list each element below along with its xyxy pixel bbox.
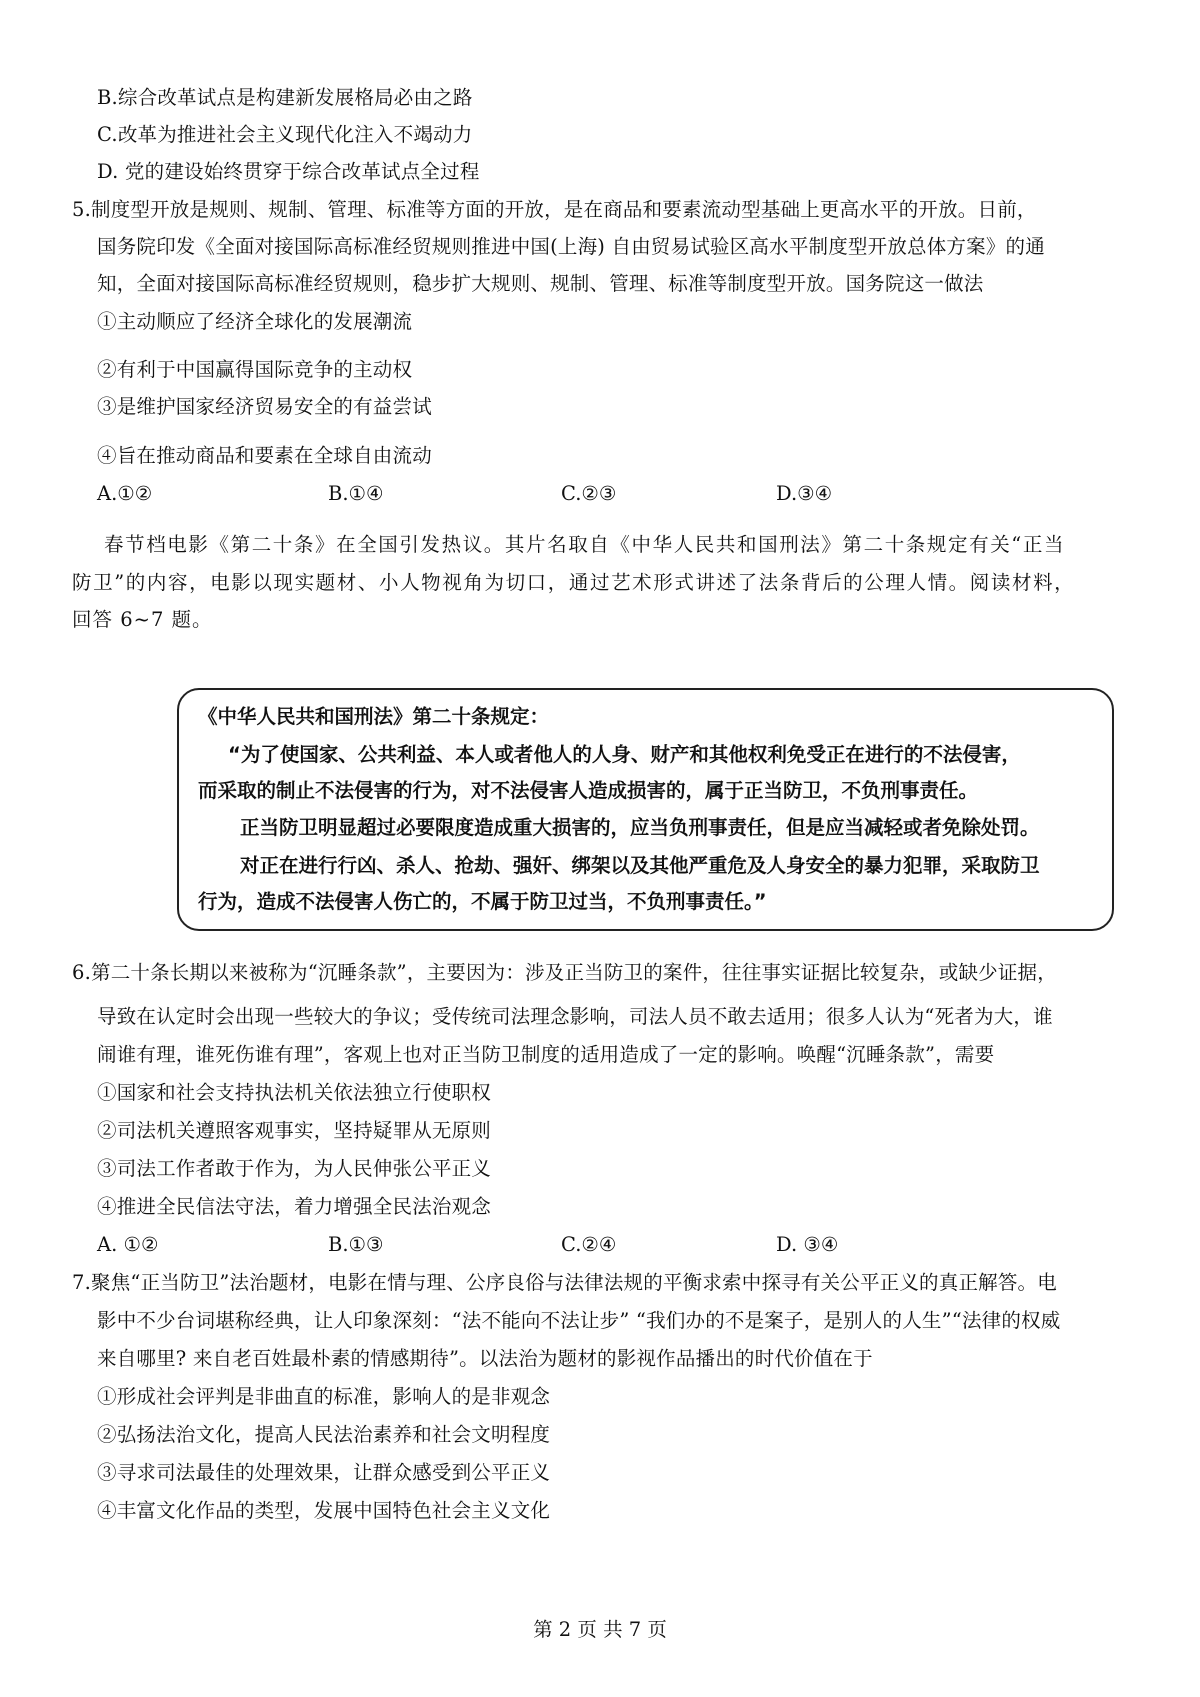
q5-choice-b[interactable]: B.①④: [328, 482, 384, 505]
q5-choice-a[interactable]: A.①②: [97, 482, 153, 505]
q6-choice-b[interactable]: B.①③: [328, 1233, 384, 1256]
material-line: 回答 6~7 题。: [72, 608, 213, 631]
q5-item-1: ①主动顺应了经济全球化的发展潮流: [97, 310, 413, 333]
q5-item-4: ④旨在推动商品和要素在全球自由流动: [97, 444, 432, 467]
q7-item-3: ③寻求司法最佳的处理效果，让群众感受到公平正义: [97, 1461, 551, 1484]
q6-choice-d[interactable]: D. ③④: [776, 1233, 839, 1256]
q7-item-2: ②弘扬法治文化，提高人民法治素养和社会文明程度: [97, 1423, 551, 1446]
q5-item-3: ③是维护国家经济贸易安全的有益尝试: [97, 395, 432, 418]
law-box-line: 而采取的制止不法侵害的行为，对不法侵害人造成损害的，属于正当防卫，不负刑事责任。: [198, 779, 979, 802]
q6-stem-line: 6.第二十条长期以来被称为“沉睡条款”，主要因为：涉及正当防卫的案件，往往事实证据比较复杂，或缺少证据，: [72, 961, 1057, 984]
q6-item-4: ④推进全民信法守法，着力增强全民法治观念: [97, 1195, 492, 1218]
q7-item-1: ①形成社会评判是非曲直的标准，影响人的是非观念: [97, 1385, 551, 1408]
q5-stem-line: 知，全面对接国际高标准经贸规则，稳步扩大规则、规制、管理、标准等制度型开放。国务院这一做法: [97, 272, 984, 295]
law-box-line: 正当防卫明显超过必要限度造成重大损害的，应当负刑事责任，但是应当减轻或者免除处罚。: [240, 816, 1040, 839]
q6-choice-a[interactable]: A. ①②: [97, 1233, 159, 1256]
q7-stem-line: 影中不少台词堪称经典，让人印象深刻：“法不能向不法让步” “我们办的不是案子，是别人的人生”“法律的权威: [97, 1309, 1061, 1332]
q5-stem-line: 国务院印发《全面对接国际高标准经贸规则推进中国(上海) 自由贸易试验区高水平制度型开放总体方案》的通: [97, 235, 1045, 258]
law-box-line: 对正在进行行凶、杀人、抢劫、强奸、绑架以及其他严重危及人身安全的暴力犯罪，采取防卫: [240, 854, 1040, 877]
q5-item-2: ②有利于中国赢得国际竞争的主动权: [97, 358, 413, 381]
material-line: 防卫”的内容，电影以现实题材、小人物视角为切口，通过艺术形式讲述了法条背后的公理人情。阅读材料，: [72, 571, 1076, 594]
q6-item-2: ②司法机关遵照客观事实，坚持疑罪从无原则: [97, 1119, 492, 1142]
q6-choices: [97, 1232, 1097, 1258]
q4-option-b: B.综合改革试点是构建新发展格局必由之路: [97, 86, 473, 109]
material-line: 春节档电影《第二十条》在全国引发热议。其片名取自《中华人民共和国刑法》第二十条规定有关“正当: [104, 533, 1066, 556]
q7-stem-line: 7.聚焦“正当防卫”法治题材，电影在情与理、公序良俗与法律法规的平衡求索中探寻有关公平正义的真正解答。电: [72, 1271, 1057, 1294]
law-box-line: 行为，造成不法侵害人伤亡的，不属于防卫过当，不负刑事责任。”: [198, 890, 767, 913]
law-box-title: 《中华人民共和国刑法》第二十条规定：: [198, 705, 550, 728]
q6-item-3: ③司法工作者敢于作为，为人民伸张公平正义: [97, 1157, 492, 1180]
q6-choice-c[interactable]: C.②④: [561, 1233, 617, 1256]
q6-stem-line: 导致在认定时会出现一些较大的争议；受传统司法理念影响，司法人员不敢去适用；很多人认为“死者为大，谁: [97, 1005, 1053, 1028]
q7-item-4: ④丰富文化作品的类型，发展中国特色社会主义文化: [97, 1499, 551, 1522]
q6-stem-line: 闹谁有理，谁死伤谁有理”，客观上也对正当防卫制度的适用造成了一定的影响。唤醒“沉睡条款”，需要: [97, 1043, 995, 1066]
q7-stem-line: 来自哪里? 来自老百姓最朴素的情感期待”。以法治为题材的影视作品播出的时代价值在于: [97, 1347, 873, 1370]
q5-choices: [97, 481, 1097, 507]
q5-choice-d[interactable]: D.③④: [776, 482, 833, 505]
page-number: 第 2 页 共 7 页: [533, 1618, 667, 1641]
q6-item-1: ①国家和社会支持执法机关依法独立行使职权: [97, 1081, 492, 1104]
law-box-line: “为了使国家、公共利益、本人或者他人的人身、财产和其他权利免受正在进行的不法侵害，: [228, 743, 1021, 766]
q4-option-d: D. 党的建设始终贯穿于综合改革试点全过程: [97, 160, 480, 183]
q4-option-c: C.改革为推进社会主义现代化注入不竭动力: [97, 123, 473, 146]
q5-choice-c[interactable]: C.②③: [561, 482, 617, 505]
q5-stem-line: 5.制度型开放是规则、规制、管理、标准等方面的开放，是在商品和要素流动型基础上更高水平的开放。日前，: [72, 198, 1037, 221]
